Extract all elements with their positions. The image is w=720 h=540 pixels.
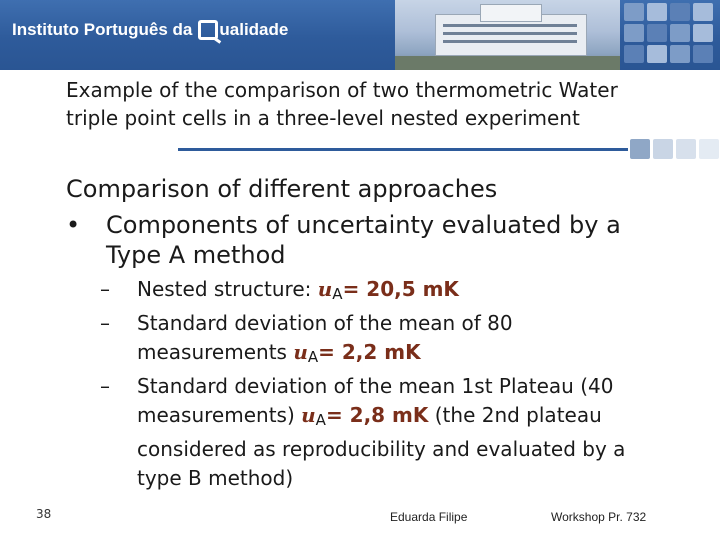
sub-item-prefix: Standard deviation of the mean 1st Plateau (40 measurements) <box>137 374 614 427</box>
footer-event: Workshop Pr. 732 <box>551 510 647 524</box>
building-photo <box>395 0 620 70</box>
section-heading: Comparison of different approaches <box>66 175 498 203</box>
decorative-tiles <box>620 0 720 70</box>
u-symbol: $u_A$ <box>317 277 343 303</box>
slide-title: Example of the comparison of two thermometric Water triple point cells in a three-level nested experiment <box>66 78 618 130</box>
u-subscript: A <box>315 411 326 429</box>
slide-number: 38 <box>36 507 52 521</box>
sub-item-suffix: (the 2nd plateau considered as reproducibility and evaluated by a type B method) <box>137 403 626 490</box>
bullet-text: Components of uncertainty evaluated by a Type A method <box>106 211 621 269</box>
header-banner <box>0 0 720 70</box>
institute-logo <box>12 20 288 40</box>
sub-item-value: = 2,2 mK <box>318 340 421 364</box>
sub-item-prefix: Nested structure: <box>137 277 318 301</box>
u-symbol: $u_A$ <box>293 340 319 366</box>
sub-item-first-plateau <box>100 372 660 493</box>
dash-icon: – <box>100 277 110 301</box>
u-symbol: $u_A$ <box>301 403 326 429</box>
dash-icon: – <box>100 374 110 398</box>
decorative-side-tiles <box>630 139 719 159</box>
dash-icon: – <box>100 311 110 335</box>
sub-item-nested-structure <box>100 275 660 309</box>
sub-item-prefix: Standard deviation of the mean of 80 measurements <box>137 311 513 364</box>
bullet-icon: • <box>66 211 81 239</box>
org-name-part2: ualidade <box>219 20 289 39</box>
sub-item-value: = 20,5 mK <box>342 277 459 301</box>
sub-item-mean-80 <box>100 309 660 372</box>
u-subscript: A <box>332 285 343 303</box>
sub-item-list <box>100 275 660 493</box>
sub-item-value: = 2,8 mK <box>325 403 429 427</box>
footer-author: Eduarda Filipe <box>390 510 468 524</box>
org-name-part1: Instituto Português da <box>12 20 193 39</box>
u-subscript: A <box>307 348 319 366</box>
q-logo-icon <box>198 20 218 40</box>
title-divider <box>178 148 628 151</box>
